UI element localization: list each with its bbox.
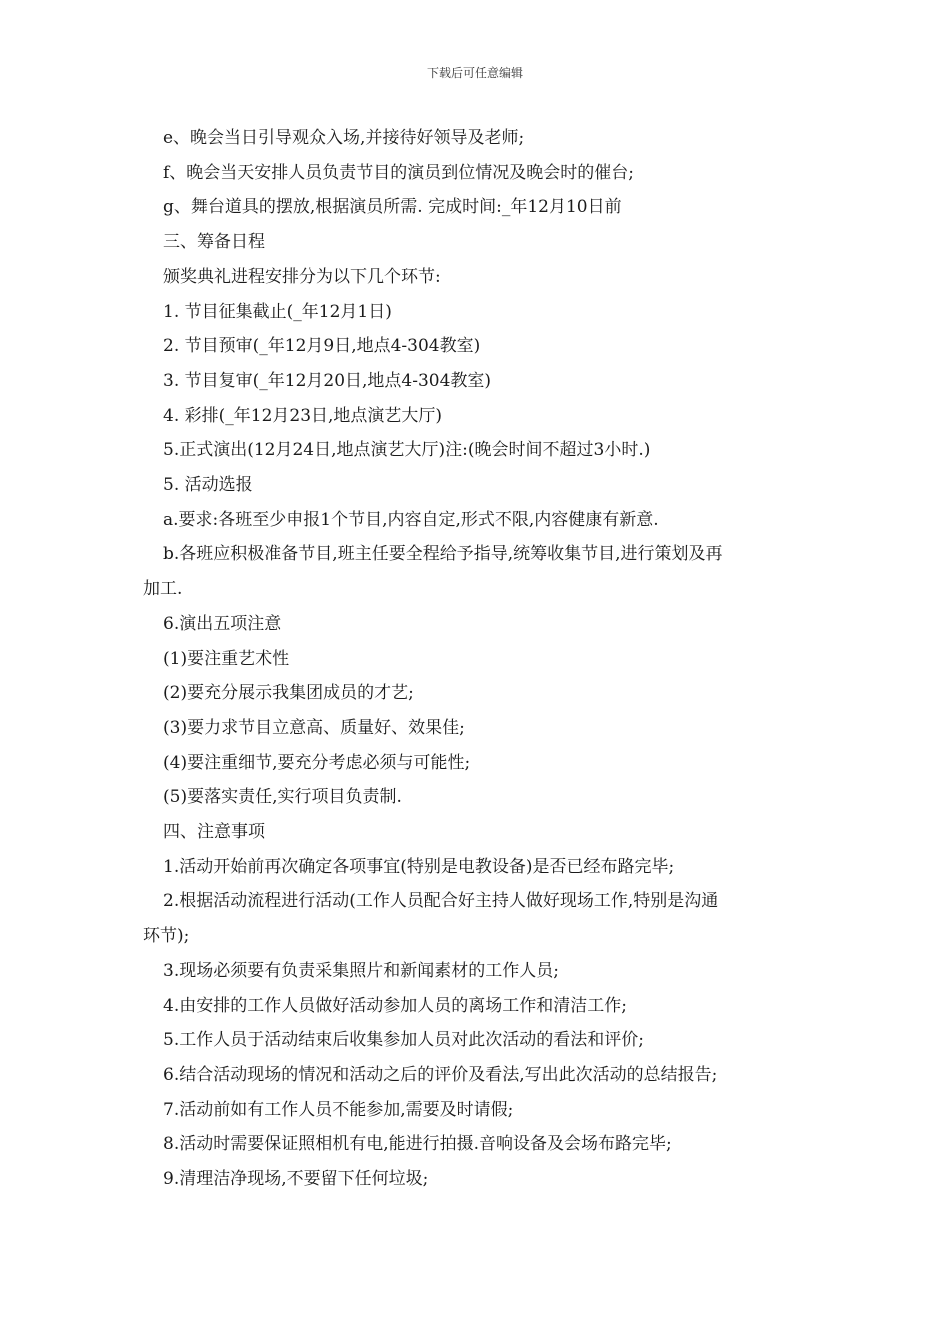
note-item-2: (2)要充分展示我集团成员的才艺; (163, 683, 414, 704)
page-header: 下载后可任意编辑 (426, 66, 523, 80)
list-item-2: 2. 节目预审(_年12月9日,地点4-304教室) (163, 336, 481, 357)
paragraph-intro: 颁奖典礼进程安排分为以下几个环节: (163, 266, 441, 287)
list-item-3: 3. 节目复审(_年12月20日,地点4-304教室) (163, 370, 492, 391)
section-heading-4: 四、注意事项 (163, 822, 265, 843)
precaution-item-7: 7.活动前如有工作人员不能参加,需要及时请假; (163, 1099, 514, 1120)
paragraph-b-continued: 加工. (143, 579, 183, 600)
precaution-item-1: 1.活动开始前再次确定各项事宜(特别是电教设备)是否已经布路完毕; (163, 856, 675, 877)
precaution-item-2-continued: 环节); (143, 926, 190, 947)
precaution-item-6: 6.结合活动现场的情况和活动之后的评价及看法,写出此次活动的总结报告; (163, 1064, 718, 1085)
precaution-item-2: 2.根据活动流程进行活动(工作人员配合好主持人做好现场工作,特别是沟通 (163, 891, 719, 912)
note-item-5: (5)要落实责任,实行项目负责制. (163, 787, 402, 808)
paragraph-a: a.要求:各班至少申报1个节目,内容自定,形式不限,内容健康有新意. (163, 509, 659, 530)
section-heading-3: 三、筹备日程 (163, 232, 265, 253)
precaution-item-9: 9.清理洁净现场,不要留下任何垃圾; (163, 1169, 429, 1190)
precaution-item-4: 4.由安排的工作人员做好活动参加人员的离场工作和清洁工作; (163, 995, 627, 1016)
paragraph-e: e、晚会当日引导观众入场,并接待好领导及老师; (163, 128, 525, 148)
precaution-item-5: 5.工作人员于活动结束后收集参加人员对此次活动的看法和评价; (163, 1030, 644, 1051)
list-item-5: 5.正式演出(12月24日,地点演艺大厅)注:(晚会时间不超过3小时.) (163, 440, 651, 461)
note-item-1: (1)要注重艺术性 (163, 648, 290, 669)
precaution-item-3: 3.现场必须要有负责采集照片和新闻素材的工作人员; (163, 960, 559, 981)
precaution-item-8: 8.活动时需要保证照相机有电,能进行拍摄.音响设备及会场布路完毕; (163, 1134, 672, 1155)
subheading-activity-selection: 5. 活动选报 (163, 475, 253, 496)
list-item-1: 1. 节目征集截止(_年12月1日) (163, 301, 392, 322)
list-item-4: 4. 彩排(_年12月23日,地点演艺大厅) (163, 405, 443, 426)
paragraph-g: g、舞台道具的摆放,根据演员所需. 完成时间:_年12月10日前 (163, 197, 622, 218)
note-item-3: (3)要力求节目立意高、质量好、效果佳; (163, 717, 465, 738)
paragraph-b: b.各班应积极准备节目,班主任要全程给予指导,统筹收集节目,进行策划及再 (163, 544, 723, 565)
subheading-performance-notes: 6.演出五项注意 (163, 613, 282, 634)
document-body (143, 121, 813, 1197)
note-item-4: (4)要注重细节,要充分考虑必须与可能性; (163, 752, 471, 773)
paragraph-f: f、晚会当天安排人员负责节目的演员到位情况及晚会时的催台; (163, 162, 635, 183)
